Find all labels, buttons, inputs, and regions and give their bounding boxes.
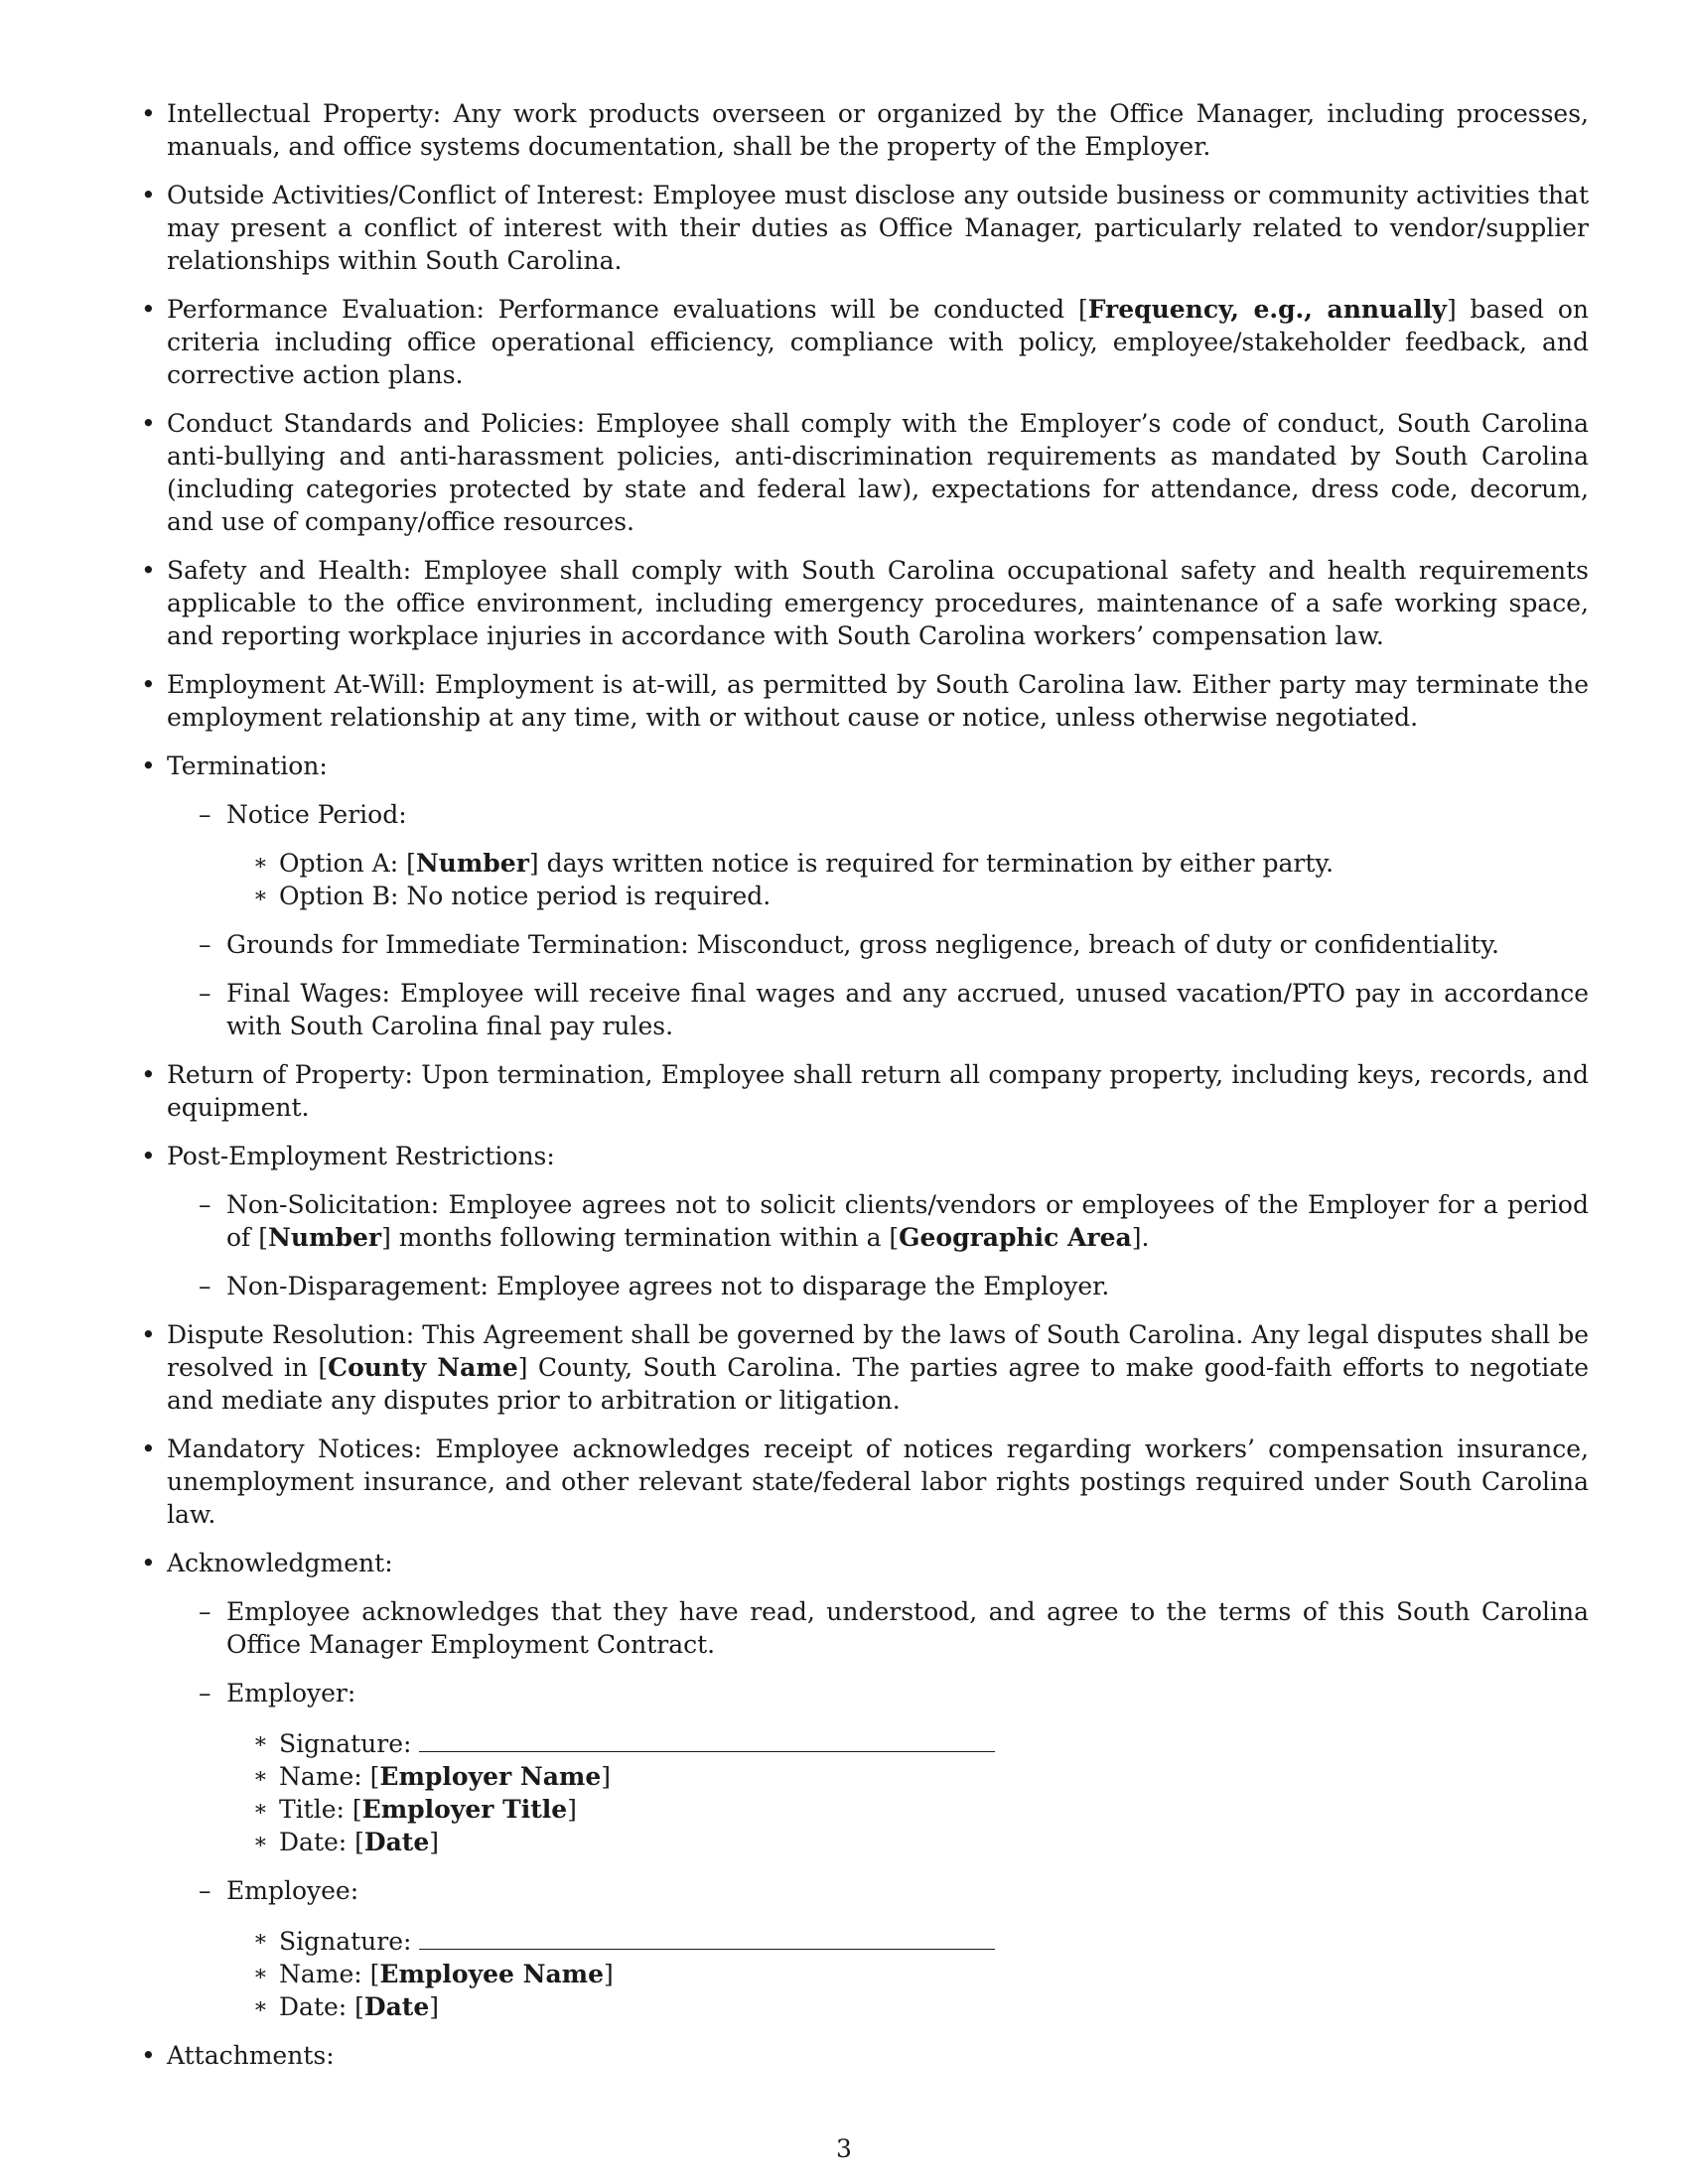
bullet: • <box>141 1434 156 1463</box>
employer-date-row <box>253 1826 1589 1858</box>
sublist-item-non-disparagement <box>199 1270 1589 1302</box>
bullet: • <box>141 670 156 699</box>
sublist-item-notice-period <box>199 798 1589 912</box>
item-text: Intellectual Property: Any work products overseen or organized by the Office Manager, including processes, manuals, and office systems documentation, shall be the property of the Employer. <box>167 99 1589 161</box>
employer-signature-line[interactable] <box>419 1725 995 1752</box>
item-text: ]. <box>1131 1223 1150 1252</box>
list-item-acknowledgment <box>141 1547 1589 2023</box>
date-label: Date: [ <box>279 1828 364 1856</box>
item-text: Return of Property: Upon termination, Employee shall return all company property, including keys, records, and equipment. <box>167 1060 1589 1122</box>
item-text: Non-Solicitation: Employee agrees not to solicit clients/vendors or employees of the Employer for a period of [ <box>226 1190 1589 1252</box>
document-page <box>141 97 1589 2088</box>
subsublist-item-option-a <box>253 847 1589 880</box>
item-text: Employer: <box>226 1679 356 1707</box>
placeholder-frequency: Frequency, e.g., annually <box>1087 295 1447 324</box>
item-text: Performance Evaluation: Performance evaluations will be conducted [ <box>167 295 1088 324</box>
item-text: ] days written notice is required for termination by either party. <box>528 849 1335 878</box>
list-item-intellectual-property <box>141 97 1589 163</box>
bracket: ] <box>429 1992 440 2021</box>
list-item-attachments <box>141 2039 1589 2072</box>
dash: – <box>199 1272 211 1300</box>
list-item-mandatory-notices <box>141 1433 1589 1531</box>
employer-name-row <box>253 1760 1589 1793</box>
date-label: Date: [ <box>279 1992 364 2021</box>
bullet: • <box>141 409 156 438</box>
item-text: Termination: <box>167 751 328 780</box>
item-text: Grounds for Immediate Termination: Misconduct, gross negligence, breach of duty or confidentiality. <box>226 930 1499 959</box>
signature-label: Signature: <box>279 1927 412 1956</box>
item-text: Final Wages: Employee will receive final wages and any accrued, unused vacation/PTO pay in accordance with South Carolina final pay rules. <box>226 979 1589 1040</box>
star: ∗ <box>253 851 268 876</box>
name-label: Name: [ <box>279 1762 380 1791</box>
list-item-conduct-standards <box>141 407 1589 538</box>
item-text: Post-Employment Restrictions: <box>167 1142 555 1170</box>
star: ∗ <box>253 1729 268 1754</box>
item-text: Notice Period: <box>226 800 407 829</box>
item-text: Option A: [ <box>279 849 416 878</box>
list-item-safety-health <box>141 554 1589 652</box>
sublist <box>199 798 1589 1042</box>
placeholder-county-name: County Name <box>328 1353 518 1382</box>
item-text: Mandatory Notices: Employee acknowledges receipt of notices regarding workers’ compensation insurance, unemployment insurance, and other relevant state/federal labor rights postings required under South Carolina law. <box>167 1434 1589 1529</box>
star: ∗ <box>253 1764 268 1789</box>
star: ∗ <box>253 1830 268 1854</box>
placeholder-date: Date <box>363 1992 430 2021</box>
item-text: Safety and Health: Employee shall comply with South Carolina occupational safety and health requirements applicable to the office environment, including emergency procedures, maintenance of a safe working space, and reporting workplace injuries in accordance with South Carolina workers’ compensation law. <box>167 556 1589 650</box>
dash: – <box>199 800 211 829</box>
item-text: ] County, South Carolina. The parties agree to make good-faith efforts to negotiate and mediate any disputes prior to arbitration or litigation. <box>167 1353 1589 1415</box>
star: ∗ <box>253 1994 268 2019</box>
title-label: Title: [ <box>279 1795 362 1824</box>
item-text: Outside Activities/Conflict of Interest: Employee must disclose any outside business or community activities that may present a conflict of interest with their duties as Office Manager, particularly related to vendor/supplier relationships within South Carolina. <box>167 181 1589 275</box>
bullet: • <box>141 295 156 324</box>
item-text: Employee: <box>226 1876 359 1905</box>
bullet: • <box>141 751 156 780</box>
dash: – <box>199 1597 211 1626</box>
dash: – <box>199 1679 211 1707</box>
placeholder-number: Number <box>268 1223 382 1252</box>
item-text: Attachments: <box>167 2041 335 2070</box>
bullet: • <box>141 1549 156 1577</box>
bracket: ] <box>601 1762 612 1791</box>
sublist-item-ack-text <box>199 1595 1589 1661</box>
placeholder-employer-name: Employer Name <box>379 1762 602 1791</box>
employee-date-row <box>253 1990 1589 2023</box>
dash: – <box>199 930 211 959</box>
placeholder-geographic-area: Geographic Area <box>899 1223 1132 1252</box>
star: ∗ <box>253 884 268 908</box>
item-text: Dispute Resolution: This Agreement shall be governed by the laws of South Carolina. Any legal disputes shall be resolved in [ <box>167 1320 1589 1382</box>
bullet: • <box>141 1142 156 1170</box>
employer-signature-block <box>253 1725 1589 1858</box>
bracket: ] <box>604 1960 614 1988</box>
list-item-performance-evaluation <box>141 293 1589 391</box>
item-text: Non-Disparagement: Employee agrees not to disparage the Employer. <box>226 1272 1110 1300</box>
item-text: Employee acknowledges that they have read, understood, and agree to the terms of this South Carolina Office Manager Employment Contract. <box>226 1597 1589 1659</box>
bullet: • <box>141 1060 156 1089</box>
placeholder-employer-title: Employer Title <box>361 1795 568 1824</box>
list-item-dispute-resolution <box>141 1318 1589 1417</box>
sublist-item-employer <box>199 1677 1589 1858</box>
dash: – <box>199 979 211 1008</box>
employer-title-row <box>253 1793 1589 1826</box>
list-item-termination <box>141 750 1589 1042</box>
bullet: • <box>141 1320 156 1349</box>
placeholder-employee-name: Employee Name <box>379 1960 605 1988</box>
sublist-item-final-wages <box>199 977 1589 1042</box>
bullet: • <box>141 556 156 585</box>
list-item-post-employment <box>141 1140 1589 1302</box>
bullet: • <box>141 99 156 128</box>
employer-signature-row <box>253 1725 1589 1760</box>
subsublist <box>253 847 1589 912</box>
bracket: ] <box>429 1828 440 1856</box>
star: ∗ <box>253 1962 268 1986</box>
bullet: • <box>141 181 156 209</box>
list-item-return-property <box>141 1058 1589 1124</box>
list-item-at-will <box>141 668 1589 734</box>
bracket: ] <box>567 1795 577 1824</box>
subsublist-item-option-b <box>253 880 1589 912</box>
item-text: Conduct Standards and Policies: Employee shall comply with the Employer’s code of conduct, South Carolina anti-bullying and anti-harassment policies, anti-discrimination requirements as mandated by South Carolina (including categories protected by state and federal law), expectations for attendance, dress code, decorum, and use of company/office resources. <box>167 409 1589 536</box>
bullet: • <box>141 2041 156 2070</box>
signature-label: Signature: <box>279 1729 412 1758</box>
item-text: Option B: No notice period is required. <box>279 882 772 910</box>
sublist <box>199 1595 1589 2023</box>
placeholder-date: Date <box>363 1828 430 1856</box>
placeholder-number: Number <box>415 849 529 878</box>
list-item-outside-activities <box>141 179 1589 277</box>
item-text: ] based on criteria including office operational efficiency, compliance with policy, employee/stakeholder feedback, and corrective action plans. <box>167 295 1589 389</box>
dash: – <box>199 1876 211 1905</box>
sublist-item-grounds <box>199 928 1589 961</box>
star: ∗ <box>253 1927 268 1952</box>
employee-signature-row <box>253 1923 1589 1958</box>
star: ∗ <box>253 1797 268 1822</box>
item-text: ] months following termination within a [ <box>381 1223 900 1252</box>
sublist-item-employee <box>199 1874 1589 2023</box>
name-label: Name: [ <box>279 1960 380 1988</box>
employee-signature-line[interactable] <box>419 1923 995 1950</box>
employee-name-row <box>253 1958 1589 1990</box>
sublist-item-non-solicitation <box>199 1188 1589 1254</box>
item-text: Employment At-Will: Employment is at-will, as permitted by South Carolina law. Either party may terminate the employment relationship at any time, with or without cause or notice, unless otherwise negotiated. <box>167 670 1589 732</box>
item-text: Acknowledgment: <box>167 1549 393 1577</box>
employee-signature-block <box>253 1923 1589 2023</box>
dash: – <box>199 1190 211 1219</box>
sublist <box>199 1188 1589 1302</box>
page-number: 3 <box>836 2134 852 2163</box>
